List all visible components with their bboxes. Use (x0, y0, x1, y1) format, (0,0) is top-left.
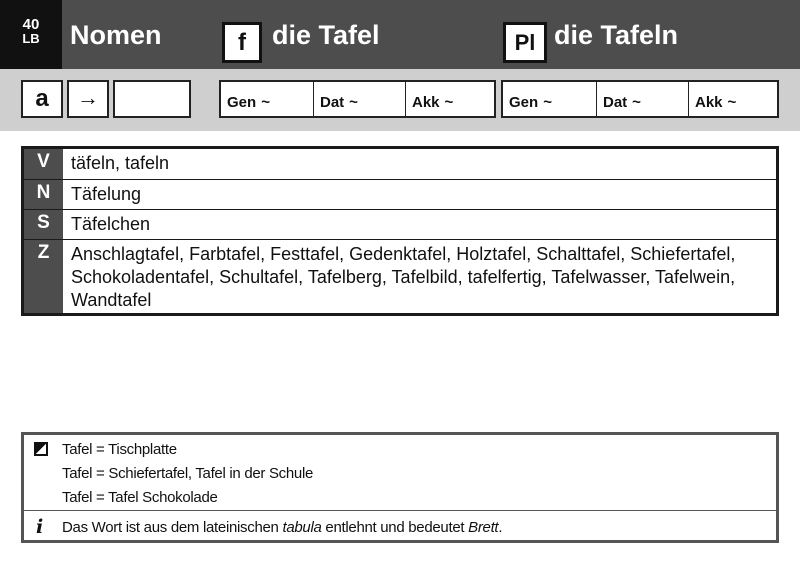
article-box: a (21, 80, 63, 118)
meanings-box (21, 432, 779, 543)
case-label: Akk (695, 94, 723, 111)
tilde-mark: ~ (349, 94, 358, 111)
case-label: Dat (320, 94, 345, 111)
word-class-title: Nomen (70, 20, 162, 50)
row-text: Täfelung (71, 184, 142, 204)
table-row-s (24, 210, 776, 240)
row-text: täfeln, tafeln (71, 153, 170, 173)
plural-marker: Pl (503, 22, 547, 63)
row-key: V (24, 149, 63, 179)
case-label: Dat (603, 94, 628, 111)
case-cell-dat[interactable] (314, 82, 406, 116)
etymology-note (62, 519, 502, 536)
plural-cases (501, 80, 779, 118)
case-cell-gen[interactable] (221, 82, 314, 116)
case-cell-akk[interactable] (406, 82, 494, 116)
tilde-mark: ~ (632, 94, 641, 111)
singular-form: die Tafel (272, 20, 380, 50)
etymology-text: entlehnt und bedeutet (321, 519, 469, 536)
latin-word: tabula (282, 519, 322, 536)
divider (24, 510, 776, 511)
arrow-box: → (67, 80, 109, 118)
tilde-mark: ~ (727, 94, 737, 111)
meaning-word: Brett (468, 519, 499, 536)
tilde-mark: ~ (261, 94, 270, 111)
table-row-compounds (24, 240, 776, 313)
table-row-verbs (24, 149, 776, 180)
table-row-nouns (24, 180, 776, 210)
gender-marker: f (222, 22, 262, 63)
case-label: Gen (227, 94, 257, 111)
meaning-line: Tafel = Schiefertafel, Tafel in der Schule (62, 465, 314, 482)
row-key: N (24, 180, 63, 209)
card-code: LB (22, 31, 40, 46)
answer-box[interactable] (113, 80, 191, 118)
singular-cases (219, 80, 496, 118)
info-icon: i (36, 516, 44, 538)
meaning-icon (34, 442, 48, 456)
card-number: 40 (22, 16, 40, 33)
etymology-text: Das Wort ist aus dem lateinischen (62, 519, 283, 536)
meaning-line: Tafel = Tischplatte (62, 441, 177, 458)
case-label: Akk (412, 94, 440, 111)
row-text: Täfelchen (71, 214, 151, 234)
case-cell-dat[interactable] (597, 82, 689, 116)
case-cell-akk[interactable] (689, 82, 777, 116)
tilde-mark: ~ (444, 94, 454, 111)
plural-form: die Tafeln (554, 20, 679, 50)
case-cell-gen[interactable] (503, 82, 597, 116)
word-family-table (21, 146, 779, 316)
row-key: Z (24, 240, 63, 313)
etymology-text: . (498, 519, 503, 536)
row-key: S (24, 210, 63, 239)
card-id-badge (0, 0, 62, 69)
case-label: Gen (509, 94, 539, 111)
row-text: Anschlagtafel, Farbtafel, Festtafel, Gedenktafel, Holztafel, Schalttafel, Schiefertafel, Schokoladentafel, Schultafel, Tafelberg, Tafelbild, tafelfertig, Tafelwasser, Tafelwein, Wandtafel (71, 244, 736, 310)
tilde-mark: ~ (543, 94, 552, 111)
meaning-line: Tafel = Tafel Schokolade (62, 489, 218, 506)
